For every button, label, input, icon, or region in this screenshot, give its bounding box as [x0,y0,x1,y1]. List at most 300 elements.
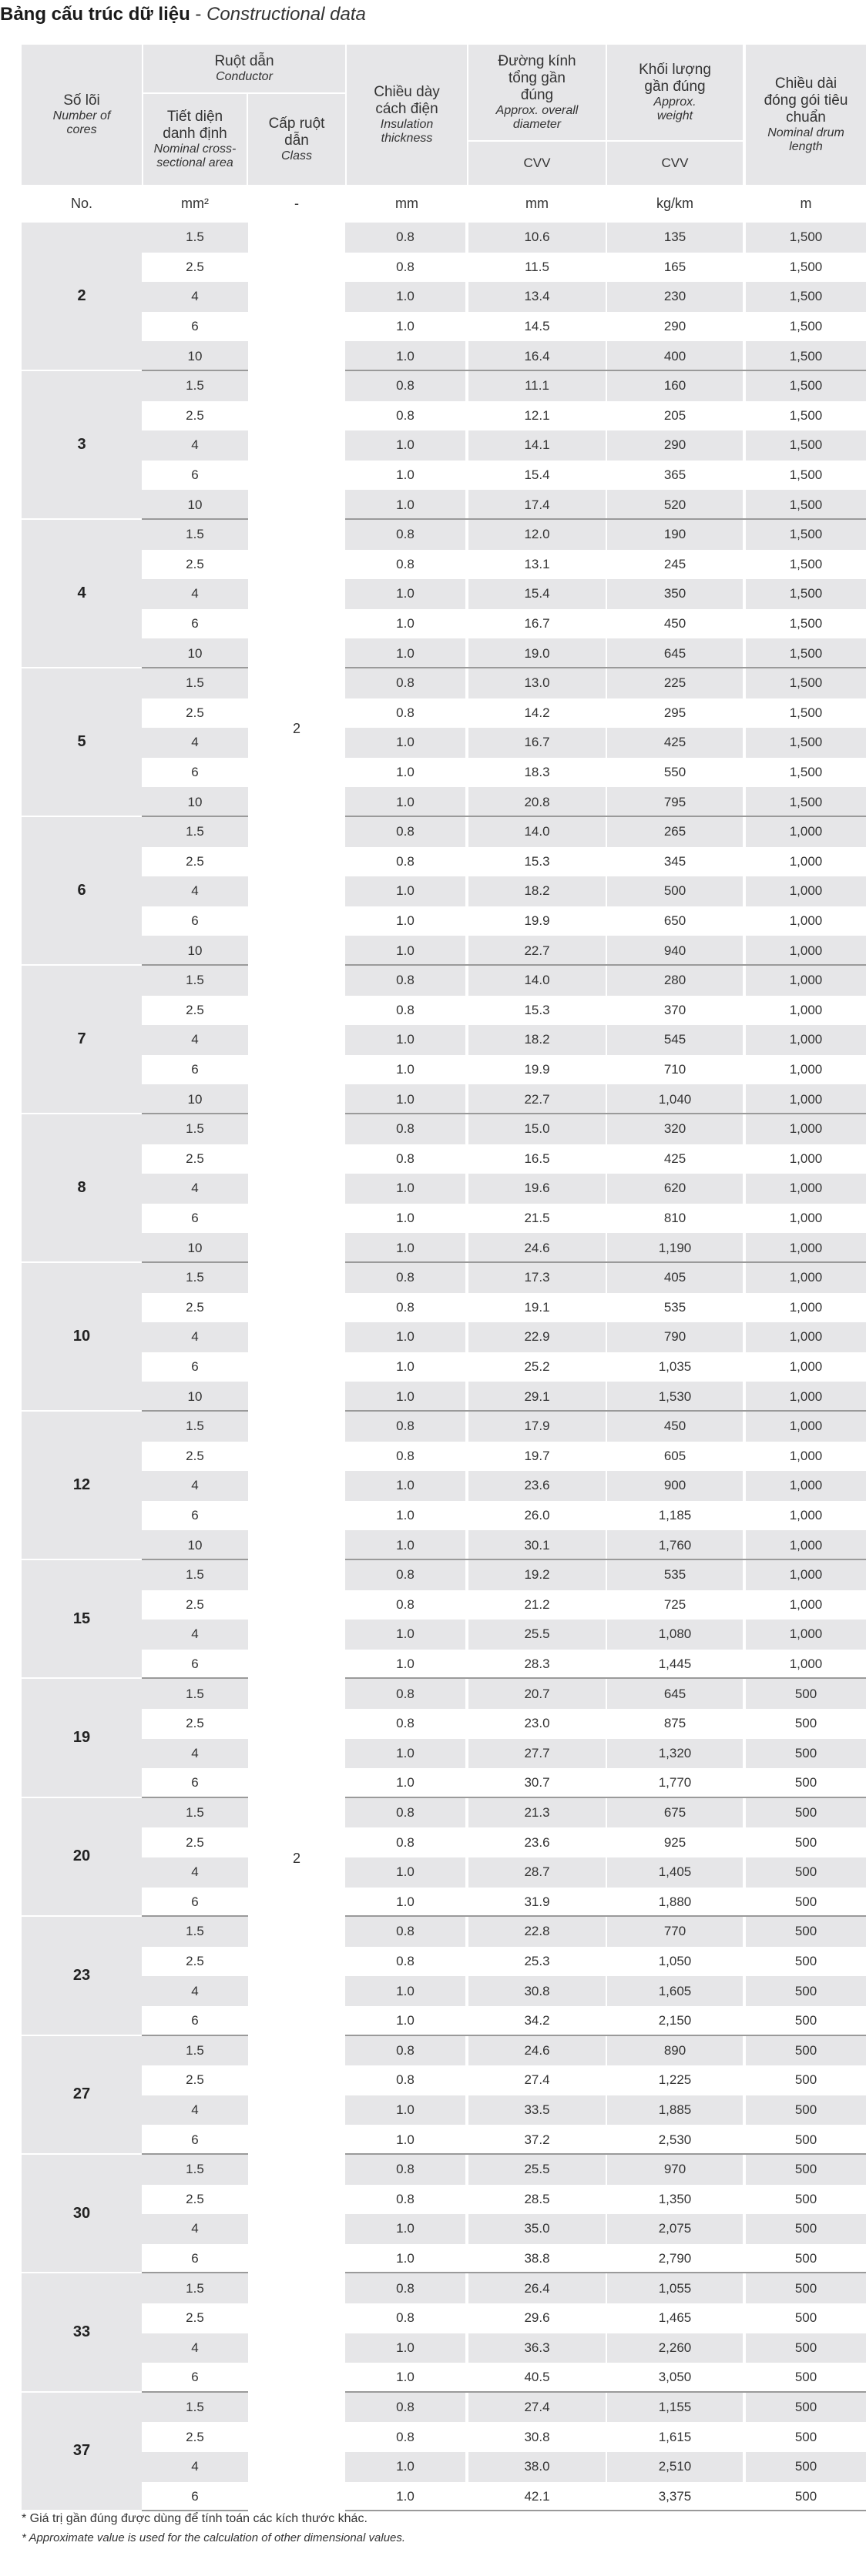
length-cell: 1,500 [746,223,866,253]
length-cell: 1,000 [746,1233,866,1263]
area-cell: 4 [142,2452,248,2482]
weight-cell: 1,605 [607,1976,743,2006]
weight-cell: 890 [607,2036,743,2066]
insulation-cell: 1.0 [345,341,465,371]
insulation-cell: 1.0 [345,282,465,312]
area-cell: 4 [142,1471,248,1501]
insulation-cell: 0.8 [345,1679,465,1709]
weight-cell: 290 [607,430,743,461]
header-insulation [347,45,467,185]
header-area-vn: Tiết diện danh định [163,109,227,142]
cores-cell: 2 [22,223,142,370]
diameter-cell: 19.9 [524,913,550,929]
insulation-cell: 0.8 [396,1716,415,1731]
weight-cell: 2,790 [658,2251,692,2266]
insulation-cell: 0.8 [345,371,465,401]
cores-cell: 30 [22,2155,142,2272]
header-length-en: Nominal drum length [767,126,844,153]
area-cell: 1.5 [142,520,248,550]
area-cell: 2.5 [186,556,204,571]
header-insulation-en: Insulation thickness [380,118,434,145]
area-cell: 4 [142,1025,248,1055]
header-cores-en: Number of cores [52,109,111,136]
weight-cell: 1,080 [607,1620,743,1650]
weight-cell: 790 [607,1322,743,1352]
weight-cell: 1,770 [658,1775,692,1790]
weight-cell: 425 [607,728,743,758]
area-cell: 2.5 [186,2072,204,2088]
insulation-cell: 0.8 [396,407,415,423]
area-cell: 2.5 [186,1834,204,1850]
diameter-cell: 25.3 [524,1954,550,1969]
header-weight-en: Approx. weight [653,95,696,122]
area-cell: 10 [142,1084,248,1114]
weight-cell: 550 [663,765,686,780]
weight-cell: 160 [607,371,743,401]
length-cell: 1,500 [789,705,823,720]
insulation-cell: 0.8 [396,1448,415,1463]
diameter-cell: 25.5 [468,1620,606,1650]
header-conductor [143,45,345,92]
class-value-lower: 2 [292,1851,300,1866]
insulation-cell: 0.8 [396,1151,415,1166]
weight-cell: 500 [607,876,743,906]
length-cell: 1,000 [789,1656,823,1672]
length-cell: 1,000 [789,1359,823,1375]
diameter-cell: 29.1 [468,1382,606,1412]
area-cell: 10 [142,1382,248,1412]
diameter-cell: 29.6 [524,2310,550,2326]
length-cell: 1,500 [789,467,823,483]
insulation-cell: 0.8 [345,2036,465,2066]
area-cell: 1.5 [142,2036,248,2066]
length-cell: 500 [794,2013,817,2028]
area-cell: 4 [142,2333,248,2363]
weight-cell: 1,615 [658,2429,692,2444]
header-conductor-en: Conductor [216,70,273,83]
diameter-cell: 15.4 [468,579,606,609]
weight-cell: 770 [607,1917,743,1947]
unit-area: mm² [181,195,209,211]
insulation-cell: 0.8 [396,259,415,274]
area-cell: 1.5 [142,1412,248,1442]
cores-cell: 7 [22,966,142,1113]
area-cell: 4 [142,1174,248,1204]
insulation-cell: 1.0 [345,787,465,817]
area-cell: 4 [142,2214,248,2244]
title-english: Constructional data [206,4,366,25]
length-cell: 1,000 [746,1114,866,1144]
insulation-cell: 0.8 [396,1596,415,1612]
diameter-cell: 11.1 [468,371,606,401]
insulation-cell: 0.8 [345,1560,465,1590]
area-cell: 6 [191,1508,199,1523]
header-area-en: Nominal cross-sectional area [153,142,237,169]
weight-cell: 3,050 [658,2370,692,2385]
weight-cell: 1,530 [607,1382,743,1412]
cores-cell: 20 [22,1798,142,1915]
length-cell: 1,500 [746,668,866,698]
length-cell: 1,000 [746,1412,866,1442]
area-cell: 1.5 [142,1263,248,1293]
header-cores-vn: Số lõi [63,92,100,109]
length-cell: 1,500 [746,490,866,520]
weight-cell: 295 [663,705,686,720]
length-cell: 1,000 [746,1084,866,1114]
area-cell: 6 [191,1894,199,1909]
weight-cell: 1,035 [658,1359,692,1375]
diameter-cell: 38.0 [468,2452,606,2482]
weight-cell: 190 [607,520,743,550]
weight-cell: 1,760 [607,1530,743,1560]
weight-cell: 405 [607,1263,743,1293]
cores-cell: 8 [22,1114,142,1261]
diameter-cell: 30.8 [524,2429,550,2444]
insulation-cell: 1.0 [345,1471,465,1501]
cores-cell: 23 [22,1917,142,2034]
insulation-cell: 0.8 [345,223,465,253]
unit-weight: kg/km [656,195,693,211]
header-diameter-sub [468,142,606,185]
length-cell: 1,500 [746,282,866,312]
length-cell: 1,000 [746,1263,866,1293]
diameter-cell: 14.1 [468,430,606,461]
title-vietnamese: Bảng cấu trúc dữ liệu [0,4,190,25]
length-cell: 1,000 [789,1211,823,1226]
insulation-cell: 1.0 [345,2452,465,2482]
weight-cell: 280 [607,966,743,996]
insulation-cell: 1.0 [345,2333,465,2363]
diameter-cell: 22.7 [468,1084,606,1114]
area-cell: 2.5 [186,2191,204,2206]
area-cell: 4 [142,728,248,758]
length-cell: 1,500 [746,520,866,550]
insulation-cell: 1.0 [345,1857,465,1888]
diameter-cell: 27.4 [468,2393,606,2423]
area-cell: 6 [191,616,199,631]
area-cell: 2.5 [186,1596,204,1612]
insulation-cell: 1.0 [345,638,465,668]
diameter-cell: 30.1 [468,1530,606,1560]
area-cell: 2.5 [186,1954,204,1969]
area-cell: 10 [142,936,248,966]
weight-cell: 365 [663,467,686,483]
unit-length: m [800,195,812,211]
length-cell: 1,500 [789,259,823,274]
weight-cell: 320 [607,1114,743,1144]
length-cell: 1,000 [746,1382,866,1412]
header-weight [607,45,743,140]
diameter-cell: 38.8 [524,2251,550,2266]
area-cell: 1.5 [142,1798,248,1828]
length-cell: 1,000 [789,853,823,869]
area-cell: 1.5 [142,371,248,401]
weight-cell: 400 [607,341,743,371]
area-cell: 6 [191,1211,199,1226]
area-cell: 1.5 [142,2393,248,2423]
length-cell: 1,500 [789,319,823,334]
insulation-cell: 1.0 [345,1322,465,1352]
diameter-cell: 27.7 [468,1739,606,1769]
diameter-cell: 18.3 [524,765,550,780]
area-cell: 10 [142,787,248,817]
area-cell: 1.5 [142,223,248,253]
area-cell: 6 [191,319,199,334]
group-divider [142,2510,248,2511]
length-cell: 1,000 [746,1471,866,1501]
weight-cell: 265 [607,817,743,847]
insulation-cell: 1.0 [396,1359,415,1375]
area-cell: 1.5 [142,2155,248,2185]
length-cell: 500 [746,1976,866,2006]
length-cell: 500 [794,2132,817,2147]
insulation-cell: 0.8 [396,853,415,869]
area-cell: 6 [191,2132,199,2147]
diameter-cell: 21.5 [524,1211,550,1226]
diameter-cell: 23.6 [524,1834,550,1850]
length-cell: 500 [794,2370,817,2385]
area-cell: 4 [142,282,248,312]
area-cell: 2.5 [186,1448,204,1463]
header-area [143,94,247,185]
length-cell: 1,000 [746,1025,866,1055]
diameter-cell: 19.2 [468,1560,606,1590]
weight-cell: 520 [607,490,743,520]
header-diameter-cvv: CVV [523,156,551,170]
header-weight-cvv: CVV [661,156,689,170]
area-cell: 6 [191,913,199,929]
weight-cell: 1,055 [607,2273,743,2303]
weight-cell: 2,075 [607,2214,743,2244]
insulation-cell: 0.8 [345,817,465,847]
weight-cell: 205 [663,407,686,423]
area-cell: 4 [142,1976,248,2006]
diameter-cell: 15.3 [524,853,550,869]
diameter-cell: 37.2 [524,2132,550,2147]
weight-cell: 450 [663,616,686,631]
diameter-cell: 28.5 [524,2191,550,2206]
weight-cell: 450 [607,1412,743,1442]
cores-cell: 15 [22,1560,142,1677]
length-cell: 500 [746,2393,866,2423]
cores-cell: 6 [22,817,142,964]
diameter-cell: 15.3 [524,1002,550,1017]
area-cell: 10 [142,490,248,520]
insulation-cell: 0.8 [396,1954,415,1969]
weight-cell: 345 [663,853,686,869]
weight-cell: 230 [607,282,743,312]
insulation-cell: 0.8 [345,1114,465,1144]
weight-cell: 810 [663,1211,686,1226]
length-cell: 1,500 [746,579,866,609]
insulation-cell: 1.0 [345,1025,465,1055]
area-cell: 6 [191,1775,199,1790]
weight-cell: 645 [607,638,743,668]
length-cell: 500 [746,2155,866,2185]
length-cell: 500 [794,1894,817,1909]
area-cell: 6 [191,765,199,780]
weight-cell: 1,880 [658,1894,692,1909]
weight-cell: 1,185 [658,1508,692,1523]
length-cell: 500 [794,2191,817,2206]
diameter-cell: 12.0 [468,520,606,550]
area-cell: 1.5 [142,1917,248,1947]
header-diameter [468,45,606,140]
insulation-cell: 0.8 [396,2429,415,2444]
length-cell: 1,000 [746,876,866,906]
cores-cell: 5 [22,668,142,816]
diameter-cell: 22.9 [468,1322,606,1352]
length-cell: 500 [794,2251,817,2266]
group-divider [345,2510,866,2511]
insulation-cell: 0.8 [345,1917,465,1947]
insulation-cell: 1.0 [396,2132,415,2147]
insulation-cell: 0.8 [396,556,415,571]
diameter-cell: 14.0 [468,966,606,996]
weight-cell: 225 [607,668,743,698]
insulation-cell: 0.8 [396,1299,415,1315]
weight-cell: 245 [663,556,686,571]
length-cell: 1,000 [789,1151,823,1166]
insulation-cell: 1.0 [396,1894,415,1909]
area-cell: 4 [142,1620,248,1650]
insulation-cell: 1.0 [345,430,465,461]
diameter-cell: 31.9 [524,1894,550,1909]
diameter-cell: 16.4 [468,341,606,371]
diameter-cell: 25.5 [468,2155,606,2185]
length-cell: 1,000 [746,1530,866,1560]
area-cell: 2.5 [186,1002,204,1017]
weight-cell: 535 [663,1299,686,1315]
diameter-cell: 23.0 [524,1716,550,1731]
diameter-cell: 22.7 [468,936,606,966]
area-cell: 1.5 [142,1679,248,1709]
diameter-cell: 16.7 [468,728,606,758]
weight-cell: 2,510 [607,2452,743,2482]
length-cell: 1,000 [789,1002,823,1017]
area-cell: 6 [191,2370,199,2385]
diameter-cell: 22.8 [468,1917,606,1947]
weight-cell: 925 [663,1834,686,1850]
diameter-cell: 34.2 [524,2013,550,2028]
diameter-cell: 23.6 [468,1471,606,1501]
weight-cell: 725 [663,1596,686,1612]
cores-cell: 27 [22,2036,142,2153]
diameter-cell: 13.4 [468,282,606,312]
length-cell: 1,000 [746,936,866,966]
unit-insulation: mm [395,195,418,211]
diameter-cell: 18.2 [468,1025,606,1055]
diameter-cell: 21.3 [468,1798,606,1828]
weight-cell: 1,040 [607,1084,743,1114]
area-cell: 4 [142,1322,248,1352]
length-cell: 500 [794,2429,817,2444]
length-cell: 500 [746,2333,866,2363]
area-cell: 2.5 [186,853,204,869]
length-cell: 1,000 [746,817,866,847]
insulation-cell: 1.0 [396,1211,415,1226]
area-cell: 1.5 [142,1114,248,1144]
cores-cell: 37 [22,2393,142,2510]
insulation-cell: 1.0 [396,2370,415,2385]
diameter-cell: 19.1 [524,1299,550,1315]
area-cell: 4 [142,1857,248,1888]
insulation-cell: 1.0 [396,913,415,929]
cores-cell: 4 [22,520,142,667]
area-cell: 4 [142,2095,248,2125]
area-cell: 6 [191,1656,199,1672]
insulation-cell: 1.0 [396,2488,415,2504]
area-cell: 1.5 [142,1560,248,1590]
weight-cell: 1,155 [607,2393,743,2423]
diameter-cell: 40.5 [524,2370,550,2385]
diameter-cell: 14.0 [468,817,606,847]
diameter-cell: 17.3 [468,1263,606,1293]
area-cell: 1.5 [142,2273,248,2303]
diameter-cell: 11.5 [525,259,549,274]
insulation-cell: 1.0 [345,2214,465,2244]
insulation-cell: 0.8 [396,1834,415,1850]
insulation-cell: 1.0 [396,319,415,334]
diameter-cell: 33.5 [468,2095,606,2125]
diameter-cell: 19.7 [524,1448,550,1463]
unit-cores: No. [70,195,92,211]
length-cell: 1,000 [789,1508,823,1523]
diameter-cell: 26.0 [524,1508,550,1523]
insulation-cell: 1.0 [396,1775,415,1790]
area-cell: 10 [142,1233,248,1263]
length-cell: 1,000 [789,913,823,929]
length-cell: 1,000 [746,966,866,996]
weight-cell: 1,885 [607,2095,743,2125]
weight-cell: 1,225 [658,2072,692,2088]
length-cell: 1,500 [746,787,866,817]
header-weight-sub [607,142,743,185]
insulation-cell: 1.0 [396,765,415,780]
weight-cell: 675 [607,1798,743,1828]
class-value-upper: 2 [292,720,300,736]
diameter-cell: 27.4 [524,2072,550,2088]
weight-cell: 350 [607,579,743,609]
insulation-cell: 1.0 [396,1656,415,1672]
title-separator: - [190,4,207,25]
length-cell: 1,500 [789,407,823,423]
diameter-cell: 19.0 [468,638,606,668]
page-title [0,2,366,28]
diameter-cell: 42.1 [524,2488,550,2504]
length-cell: 500 [746,2273,866,2303]
weight-cell: 650 [663,913,686,929]
cores-cell: 12 [22,1412,142,1559]
area-cell: 2.5 [186,259,204,274]
weight-cell: 2,260 [607,2333,743,2363]
insulation-cell: 1.0 [345,876,465,906]
diameter-cell: 13.1 [524,556,550,571]
weight-cell: 710 [663,1062,686,1077]
diameter-cell: 30.7 [524,1775,550,1790]
unit-diameter: mm [525,195,549,211]
header-class-vn: Cấp ruột dẫn [268,116,325,149]
diameter-cell: 14.2 [524,705,550,720]
weight-cell: 370 [663,1002,686,1017]
weight-cell: 1,320 [607,1739,743,1769]
weight-cell: 900 [607,1471,743,1501]
header-weight-vn: Khối lượng gần đúng [639,62,711,95]
header-cores [22,45,142,185]
diameter-cell: 21.2 [524,1596,550,1612]
weight-cell: 645 [607,1679,743,1709]
area-cell: 10 [142,341,248,371]
